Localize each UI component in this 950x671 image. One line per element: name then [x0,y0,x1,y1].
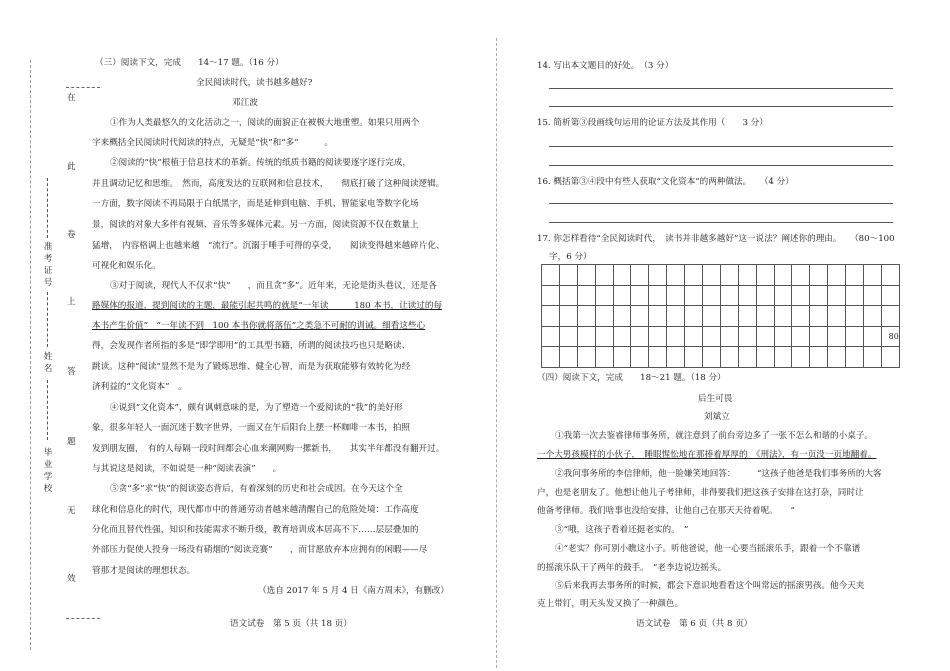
article-title: 全民阅读时代，读书越多越好? [196,78,313,88]
field-char: 校 [43,484,53,494]
binding-line-dashed [30,60,31,650]
binding-char-4: 答 [67,367,76,377]
paragraph-2-line: 一方面，数字阅读不再局限于白纸黑字，而是延伸到电脑、手机、智能家电等数字化场 [92,199,419,209]
field-char: 学 [43,472,53,482]
story-title: 后生可畏 [698,394,733,404]
story-author: 刘斌立 [704,412,730,422]
field-underline [47,178,58,238]
field-char: 证 [43,266,53,276]
story-paragraph-5-line: ⑤后来我再去事务所的时候，都会下意识地看看这个叫常远的摇滚男孩。他今天夹 [555,581,865,591]
page-footer-left: 语文试卷 第 5 页（共 18 页） [230,619,352,629]
question-15: 15. 简析第③段画线句运用的论证方法及其作用（ 3 分） [537,118,768,128]
field-char: 业 [43,460,53,470]
story-paragraph-1-line: ①我第一次去鉴睿律师事务所，就注意到了前台旁边多了一张不怎么和谐的小桌子。 [555,431,873,441]
paragraph-5-line: 分化而且替代性强，知识和技能需求不断升级，教育培训成本居高不下……层层叠加的 [92,525,419,535]
question-17-line2: 字，6 分） [549,252,592,262]
grid-row [542,347,900,368]
paragraph-3-underlined-line: 路媒体的报道，提到阅读的主题，最能引起共鸣的就是“一年读 180 本书，让读过的每 [92,301,443,311]
binding-char-3: 上 [67,297,76,307]
paragraph-3-line: 济利益的“文化资本” 。 [92,382,187,392]
page-divider [496,38,497,668]
paragraph-5-line: 球化和信息化的时代，现代都市中的普通劳动者越来越清醒自己的危险处境：工作高度 [92,505,419,515]
grid-row [542,265,900,286]
story-paragraph-4-line: 的摇滚乐队干了两年的鼓手。 ”老李边说边摇头。 [537,563,727,573]
paragraph-5-line: ⑤贪“多”求“快”的阅读姿态背后，有着深刻的历史和社会成因。在今天这个全 [110,484,403,494]
story-paragraph-3: ③“哦，这孩子看着还挺老实的。 ” [555,525,689,535]
answer-line-15b[interactable] [549,165,893,166]
answer-line-15a[interactable] [549,146,893,147]
field-underline [47,292,58,347]
section-3-header: （三）阅读下文，完成 14～17 题。（16 分） [95,58,284,68]
answer-line-16a[interactable] [549,203,893,204]
story-paragraph-5-line: 克上带钉，明天头发又换了一种颜色。 [537,599,684,609]
question-16: 16. 概括第③④段中有些人获取“文化资本”的两种做法。 （4 分） [537,177,794,187]
paragraph-3-line: ③对于阅读，现代人不仅求“快” ，而且贪“多”。近年来，无论是街头巷议，还是各 [110,281,437,291]
answer-line-16b[interactable] [549,222,893,223]
article-author: 邓江波 [232,98,258,108]
field-char: 考 [43,254,53,264]
grid-row [542,326,900,347]
answer-line-14b[interactable] [549,106,893,107]
story-paragraph-4-line: ④“老实？你可别小瞧这小子。听他爸说，他一心要当摇滚乐手，跟着一个不靠谱 [555,544,861,554]
binding-char-6: 无 [67,506,76,516]
paragraph-2-line: ②阅读的“快”根植于信息技术的革新。传统的纸质书籍的阅读要逐字逐行完成， [110,158,411,168]
story-paragraph-1-underlined: 一个大男孩模样的小伙子， 睡眼惺忪地在那捧着厚厚的 《刑法》，有一页没一页地翻着。 [537,450,877,460]
article-source: （选自 2017 年 5 月 4 日《南方周末》，有删改） [258,586,449,596]
paragraph-1-line: 字来概括全民阅读时代阅读的特点，无疑是“快”和“多” 。 [92,138,334,148]
question-14: 14. 写出本文题目的好处。 （3 分） [537,61,674,71]
paragraph-3-line: 得，会发现作者所指的多是“即学即用”的工具型书籍，所谓的阅读技巧也只是略读、 [92,341,411,351]
paragraph-4-line: ④说到“文化资本”，颇有讽刺意味的是，为了塑造一个爱阅读的“我”的美好形 [110,403,403,413]
binding-char-1: 此 [67,162,76,172]
field-char: 姓 [43,352,53,362]
answer-line-14a[interactable] [549,88,893,89]
paragraph-5-line: 外部压力促使人投身一场没有硝烟的“阅读竞赛” ，而甘愿放弃本应拥有的闲暇——尽 [92,545,428,555]
binding-char-0: 在 [67,93,76,103]
binding-char-7: 效 [67,574,76,584]
paragraph-2-line: 景，阅读的对象大多伴有视频、音乐等多媒体元素。另一方面，阅读资源不仅在数量上 [92,220,419,230]
grid-row [542,285,900,306]
story-paragraph-2-line: 他备考律师。我们啥事也没给安排，让他自己在那天天待着呢。 ” [537,506,795,516]
paragraph-2-line: 可视化和娱乐化。 [92,261,161,271]
field-underline [47,380,58,440]
paragraph-5-line: 管那才是阅读的理想状态。 [92,566,196,576]
field-char: 毕 [43,448,53,458]
paragraph-3-underlined-line: 本书产生价值” “一年读不到 100 本书你就将落伍”之类急不可耐的训诫。细看这些心 [92,321,426,331]
field-char: 号 [43,278,53,288]
paragraph-2-line: 猛增， 内容格调上也越来越 “流行”。沉溺于唾手可得的享受， 阅读变得越来越碎片化、 [92,241,445,251]
paragraph-3-line: 跳读。这种“阅读”显然不是为了锻炼思维、健全心智，而是为获取能够有效转化为经 [92,362,411,372]
field-char: 名 [43,364,53,374]
grid-row [542,306,900,327]
binding-dash-bottom [66,618,100,619]
section-4-header: （四）阅读下文，完成 18～21 题。（18 分） [537,373,726,383]
paragraph-4-line: 象，很多年轻人一面沉迷于数字世界，一面又在午后阳台上摆一杯咖啡一本书，拍照 [92,423,410,433]
field-char: 准 [43,242,53,252]
story-paragraph-2-line: 户，也是老朋友了。他想让他儿子考律师，非得要我们把这孩子安排在这打杂，同时让 [537,488,864,498]
paragraph-2-line: 并且调动记忆和思维。 然而，高度发达的互联网和信息技术， 彻底打破了这种阅读逻辑。 [92,179,445,189]
page-footer-right: 语文试卷 第 6 页（共 8 页） [636,619,753,629]
paragraph-1-line: ①作为人类最悠久的文化活动之一，阅读的面貌正在被极大地重塑。如果只用两个 [110,118,420,128]
grid-mark-80: 80 [881,326,899,347]
paragraph-4-line: 发到朋友圈， 有的人每隔一段时间都会心血来潮网购一摞新书， 其实半年都没有翻开过。 [92,444,445,454]
binding-dash-top [66,87,100,88]
question-17-line1: 17. 你怎样看待“全民阅读时代， 读书并非越多越好”这一说法？阐述你的理由。 （80～100 [537,234,895,244]
paragraph-4-line: 与其说这是阅读，不如说是一种“阅读表演” 。 [92,464,282,474]
writing-grid[interactable] [541,264,900,368]
story-paragraph-2-line: ②我问事务所的李信律师，他一脸嫌笑地回答： “这孩子他爸是我们事务所的大客 [555,469,882,479]
binding-char-5: 题 [67,437,76,447]
binding-char-2: 卷 [67,230,76,240]
